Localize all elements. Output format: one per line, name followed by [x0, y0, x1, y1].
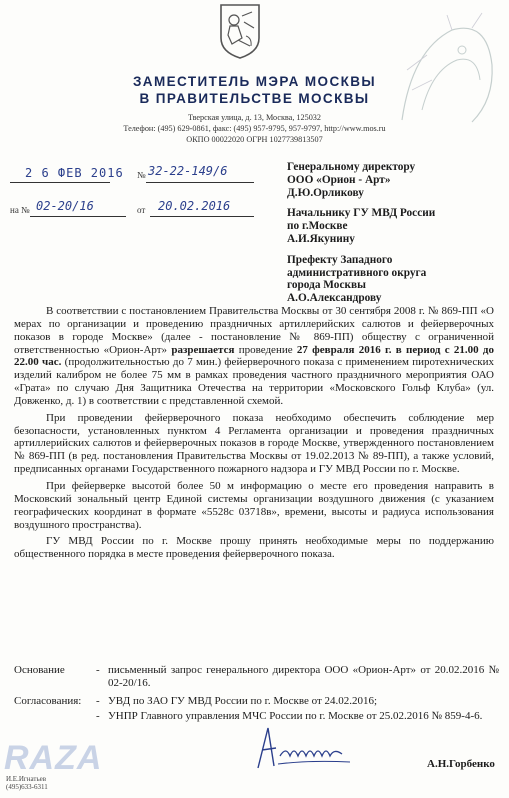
paragraph-airspace: При фейерверке высотой более 50 м информацию о месте его проведения направить в Московский зональный центр Единой системы организации воздушного движения (с указанием географических координат в формате «5528с 03718в», времени, высоты и радиуса использования воздушного пространства).: [14, 479, 494, 531]
issuer-contacts: Телефон: (495) 629-0861, факс: (495) 957-9795, 957-9797, http://www.mos.ru: [123, 124, 386, 133]
approval-row-1: [14, 695, 499, 708]
ref-from-label: от: [137, 205, 146, 215]
basis-row: [14, 664, 499, 690]
approvals-label: Согласования:: [14, 694, 82, 707]
recipient-line: Префекту Западного: [287, 253, 393, 266]
sketch-watermark-icon: [392, 10, 502, 130]
recipient-general-director: [287, 161, 507, 199]
out-number: 32-22-149/6: [148, 164, 228, 178]
basis-section: [14, 664, 499, 723]
moscow-coat-of-arms-icon: [218, 2, 262, 60]
issuer-title-line2: В ПРАВИТЕЛЬСТВЕ МОСКВЫ: [139, 91, 370, 106]
recipient-line: по г.Москве: [287, 220, 348, 233]
recipients-block: [287, 161, 507, 313]
ref-date: 20.02.2016: [158, 199, 231, 213]
recipient-line: А.О.Александрову: [287, 292, 382, 305]
approval-dash: -: [96, 694, 100, 707]
paragraph-police-request: ГУ МВД России по г. Москве прошу принять необходимые меры по поддержанию общественного порядка в месте проведения фейерверочного показа.: [14, 535, 494, 561]
recipient-line: Начальнику ГУ МВД России: [287, 207, 436, 220]
basis-text: письменный запрос генерального директора ООО «Орион-Арт» от 20.02.2016 № 02-20/16.: [108, 664, 499, 689]
letter-body: [14, 305, 494, 565]
executor-name: И.Е.Игнатьев: [6, 775, 47, 783]
ref-number-underline: [30, 216, 126, 217]
approval-item: УВД по ЗАО ГУ МВД России по г. Москве от 24.02.2016;: [108, 694, 378, 707]
signer-name: А.Н.Горбенко: [427, 758, 495, 770]
executor-info: [6, 775, 48, 791]
ref-date-underline: [150, 216, 254, 217]
issuer-codes: ОКПО 00022020 ОГРН 1027739813507: [186, 135, 323, 144]
recipient-prefect: [287, 254, 507, 305]
recipient-line: Генеральному директору: [287, 161, 416, 173]
executor-phone: (495)633-6311: [6, 783, 48, 791]
paragraph-safety: При проведении фейерверочного показа необходимо обеспечить соблюдение мер безопасности, установленных пунктом 4 Регламента организации и проведения праздничных артиллерийских салютов и фейерверочных показов в городе Москве, утвержденного постановлением № 869-ПП (в ред. постановления Правительства Москвы от 19.02.2013 № 89-ПП), а также условий, предписанных органами Государственного пожарного надзора и ГУ МВД России по г. Москве.: [14, 411, 494, 476]
raza-watermark: RAZA: [4, 739, 103, 777]
permission-keyword: разрешается: [171, 343, 235, 356]
event-date-time: 27 февраля 2016 г. в период с 21.00 до 22.00 час.: [14, 343, 494, 369]
ref-prefix: на №: [10, 205, 30, 215]
registration-date-stamp: 2 6 ФЕВ 2016: [25, 166, 124, 180]
recipient-line: административного округа: [287, 266, 427, 279]
issuer-address: Тверская улица, д. 13, Москва, 125032: [188, 113, 321, 122]
recipient-line: города Москвы: [287, 279, 366, 292]
paragraph-permission: [14, 305, 494, 408]
date-underline: [10, 182, 110, 183]
recipient-police-chief: [287, 207, 507, 245]
approval-dash: -: [96, 710, 100, 723]
paragraph-text: (продолжительностью до 7 мин.) фейерверочного показа с применением пиротехнических изделий калибром не более 75 мм в рамках проведения частного праздничного мероприятия ОАО «Грата» по случаю Дня Защитника Отечества на территории «Московского Гольф Клуба» (ул. Довженко, д. 1) в соответствии с представленной схемой.: [14, 356, 495, 407]
basis-dash: -: [96, 664, 100, 676]
recipient-line: Д.Ю.Орликову: [287, 186, 364, 199]
recipient-line: ООО «Орион - Арт»: [287, 173, 391, 186]
out-number-label: №: [137, 170, 146, 180]
basis-label: Основание: [14, 664, 65, 676]
out-number-underline: [146, 182, 254, 183]
issuer-title-line1: ЗАМЕСТИТЕЛЬ МЭРА МОСКВЫ: [132, 74, 377, 89]
ref-number: 02-20/16: [36, 199, 94, 213]
approval-item: УНПР Главного управления МЧС России по г. Москве от 25.02.2016 № 859-4-6.: [108, 710, 483, 723]
paragraph-text: проведение: [234, 343, 297, 356]
paragraph-text: В соответствии с постановлением Правительства Москвы от 30 сентября 2008 г. № 869-ПП «О мерах по организации и проведению праздничных артиллерийских салютов и фейерверочных показов в городе Москве» (далее - постановление № 869-ПП) обществу с ограниченной ответственностью «Орион-Арт»: [14, 305, 494, 356]
recipient-line: А.И.Якунину: [287, 232, 355, 245]
handwritten-signature-icon: [250, 720, 370, 775]
